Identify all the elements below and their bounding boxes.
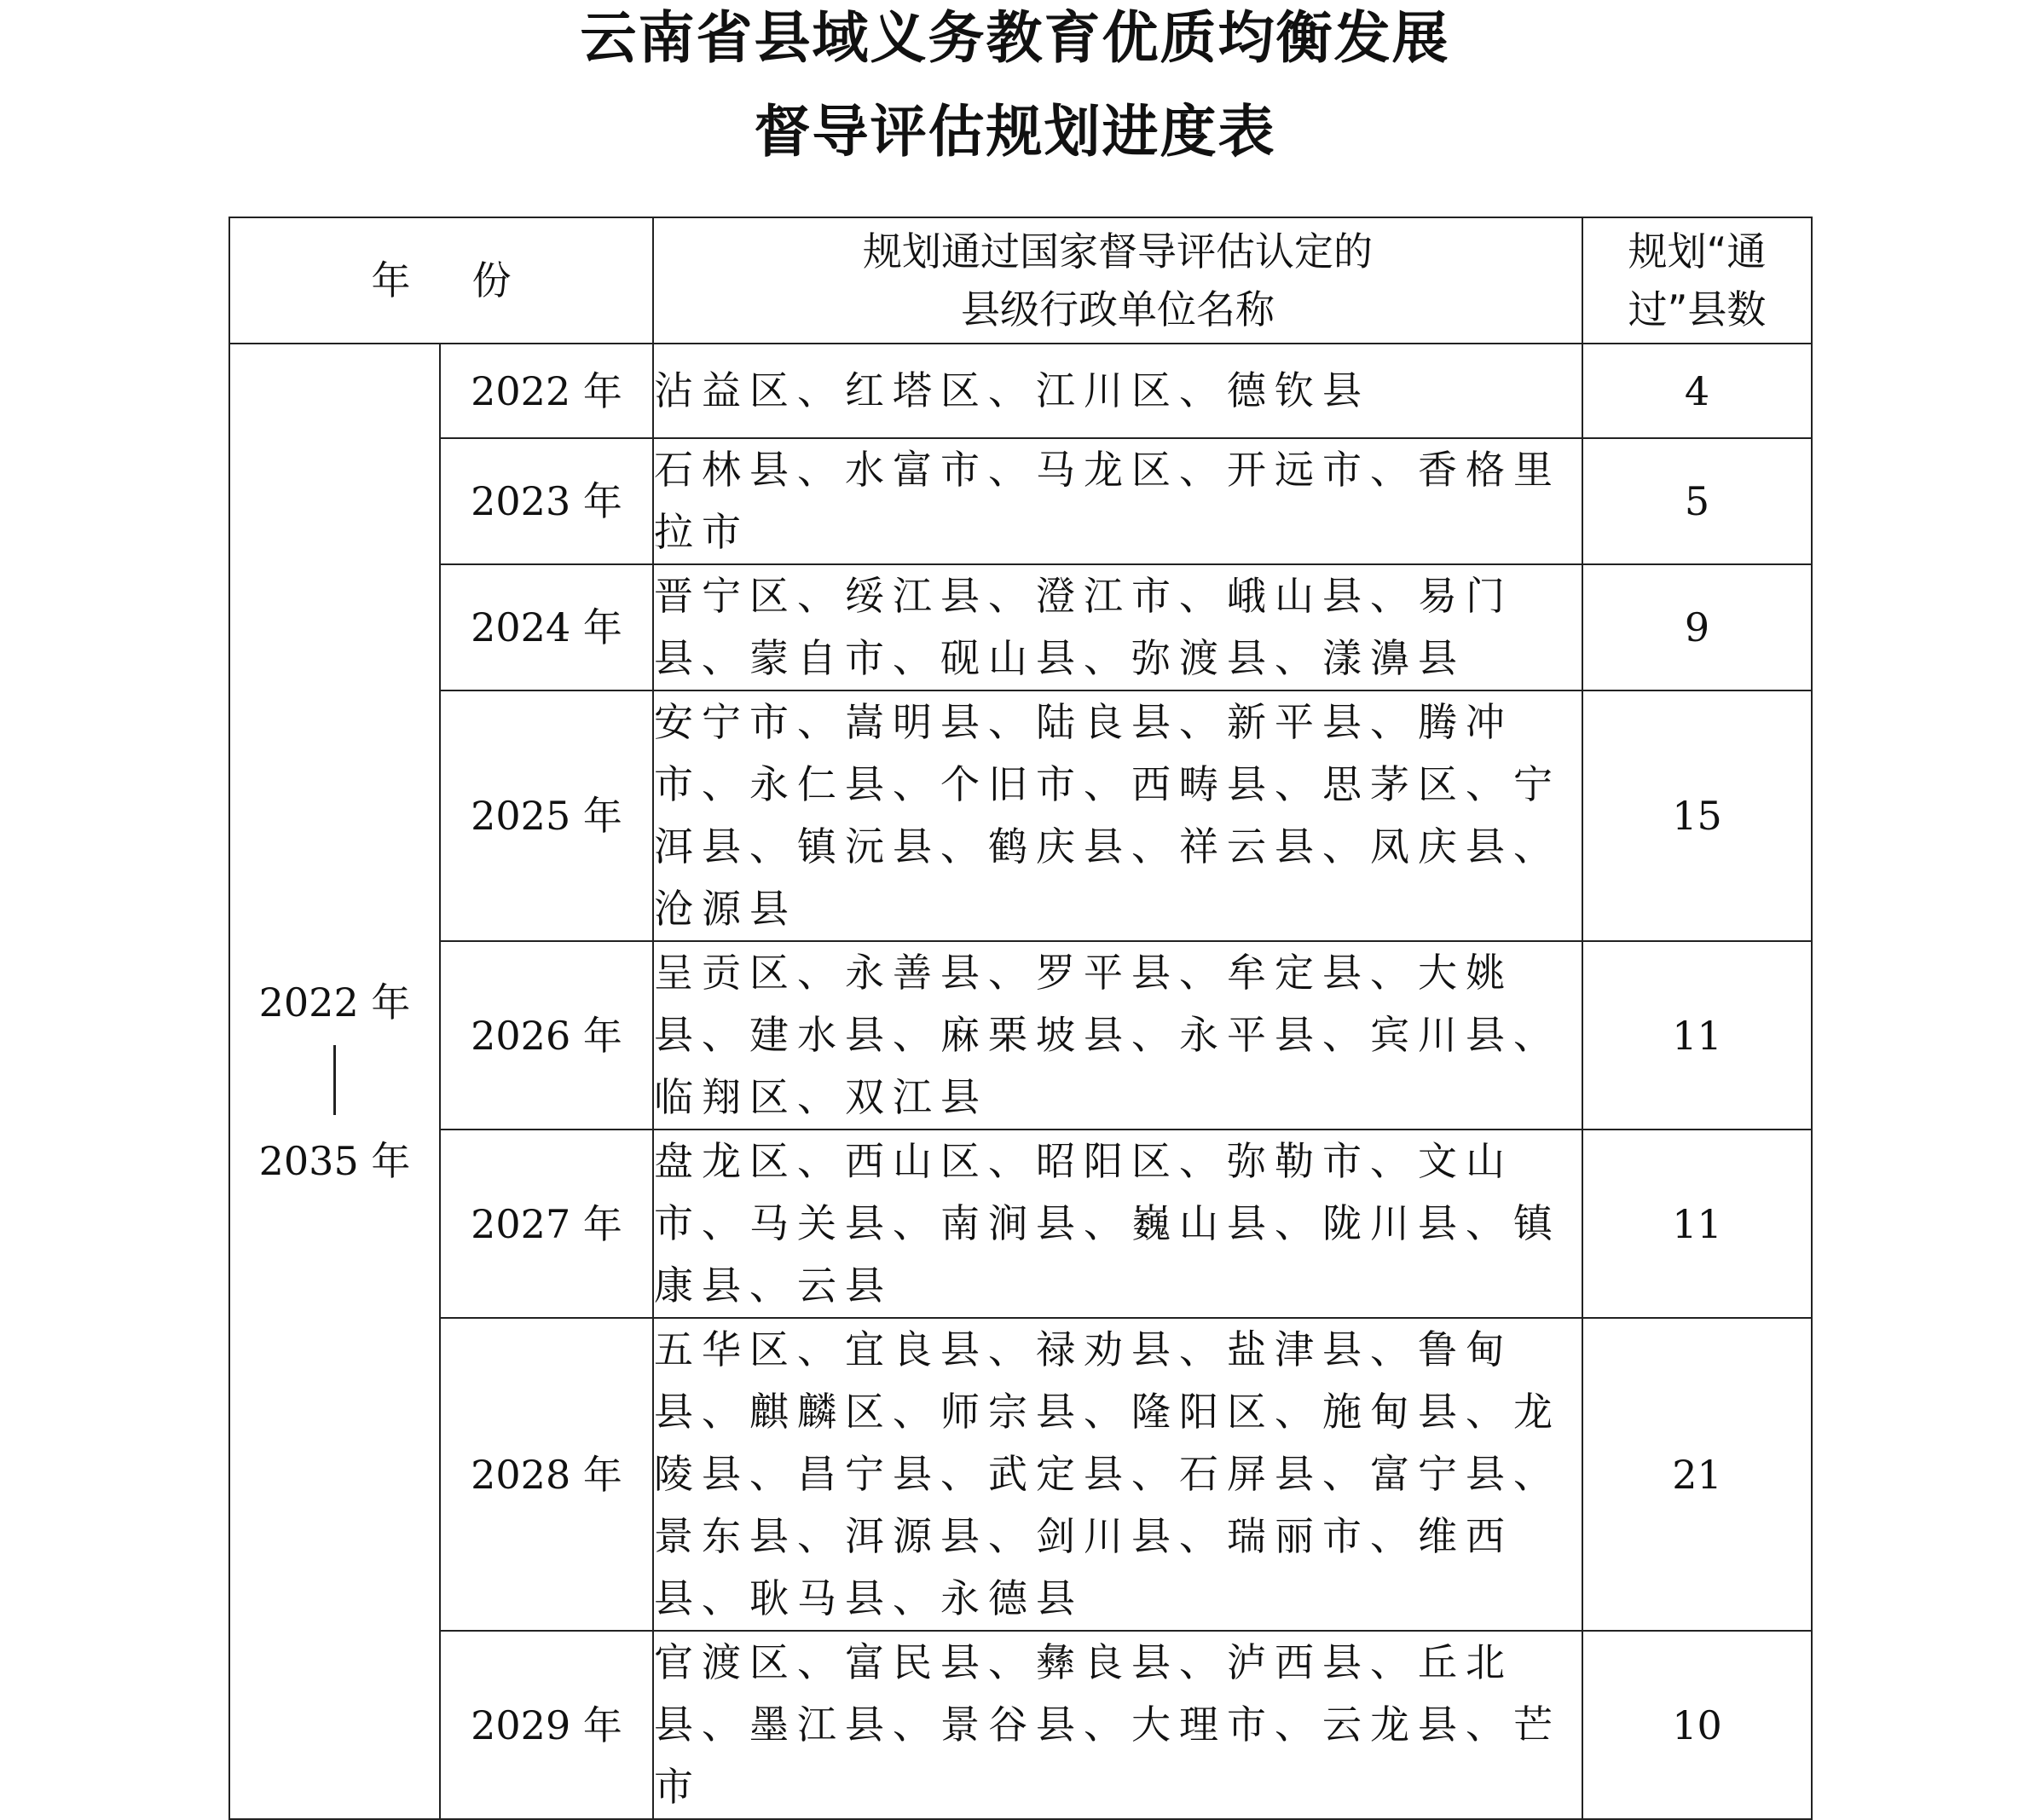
row-county-names: 官渡区、富民县、彝良县、泸西县、丘北县、墨江县、景谷县、大理市、云龙县、芒市 (653, 1631, 1582, 1819)
table-row (229, 1130, 1812, 1318)
row-year: 2022 年 (440, 344, 653, 438)
year-range-cell (229, 344, 440, 1819)
row-year: 2029 年 (440, 1631, 653, 1819)
table-header-row (229, 217, 1812, 344)
document-title-line-1: 云南省县域义务教育优质均衡发展 (580, 5, 1450, 71)
header-year-label: 年份 (371, 257, 573, 303)
table-row (229, 438, 1812, 564)
table-row (229, 1318, 1812, 1631)
table-row (229, 564, 1812, 690)
row-county-names: 安宁市、嵩明县、陆良县、新平县、腾冲市、永仁县、个旧市、西畴县、思茅区、宁洱县、镇沅县、鹤庆县、祥云县、凤庆县、沧源县 (653, 690, 1582, 941)
row-county-names: 盘龙区、西山区、昭阳区、弥勒市、文山市、马关县、南涧县、巍山县、陇川县、镇康县、云县 (653, 1130, 1582, 1318)
row-count: 15 (1582, 690, 1812, 941)
year-range-end: 2035 年 (258, 1137, 411, 1184)
row-year: 2028 年 (440, 1318, 653, 1631)
row-year: 2026 年 (440, 941, 653, 1130)
row-year: 2025 年 (440, 690, 653, 941)
row-county-names: 晋宁区、绥江县、澄江市、峨山县、易门县、蒙自市、砚山县、弥渡县、漾濞县 (653, 564, 1582, 690)
table-row (229, 344, 1812, 438)
row-year: 2023 年 (440, 438, 653, 564)
document-title-line-2: 督导评估规划进度表 (754, 99, 1276, 165)
table-row (229, 941, 1812, 1130)
table-row (229, 1631, 1812, 1819)
row-count: 11 (1582, 941, 1812, 1130)
row-year: 2027 年 (440, 1130, 653, 1318)
header-county-names: 规划通过国家督导评估认定的 县级行政单位名称 (653, 217, 1582, 344)
year-range-start: 2022 年 (258, 979, 411, 1026)
row-count: 9 (1582, 564, 1812, 690)
row-count: 21 (1582, 1318, 1812, 1631)
row-count: 4 (1582, 344, 1812, 438)
row-county-names: 沾益区、红塔区、江川区、德钦县 (653, 344, 1582, 438)
row-county-names: 石林县、水富市、马龙区、开远市、香格里拉市 (653, 438, 1582, 564)
row-county-names: 五华区、宜良县、禄劝县、盐津县、鲁甸县、麒麟区、师宗县、隆阳区、施甸县、龙陵县、昌宁县、武定县、石屏县、富宁县、景东县、洱源县、剑川县、瑞丽市、维西县、耿马县、永德县 (653, 1318, 1582, 1631)
header-pass-count: 规划“通 过”县数 (1582, 217, 1812, 344)
row-count: 5 (1582, 438, 1812, 564)
row-count: 10 (1582, 1631, 1812, 1819)
table-row (229, 690, 1812, 941)
row-year: 2024 年 (440, 564, 653, 690)
year-range-dash (333, 1045, 336, 1115)
row-county-names: 呈贡区、永善县、罗平县、牟定县、大姚县、建水县、麻栗坡县、永平县、宾川县、临翔区、双江县 (653, 941, 1582, 1130)
header-year (229, 217, 653, 344)
row-count: 11 (1582, 1130, 1812, 1318)
plan-progress-table (228, 217, 1813, 1820)
